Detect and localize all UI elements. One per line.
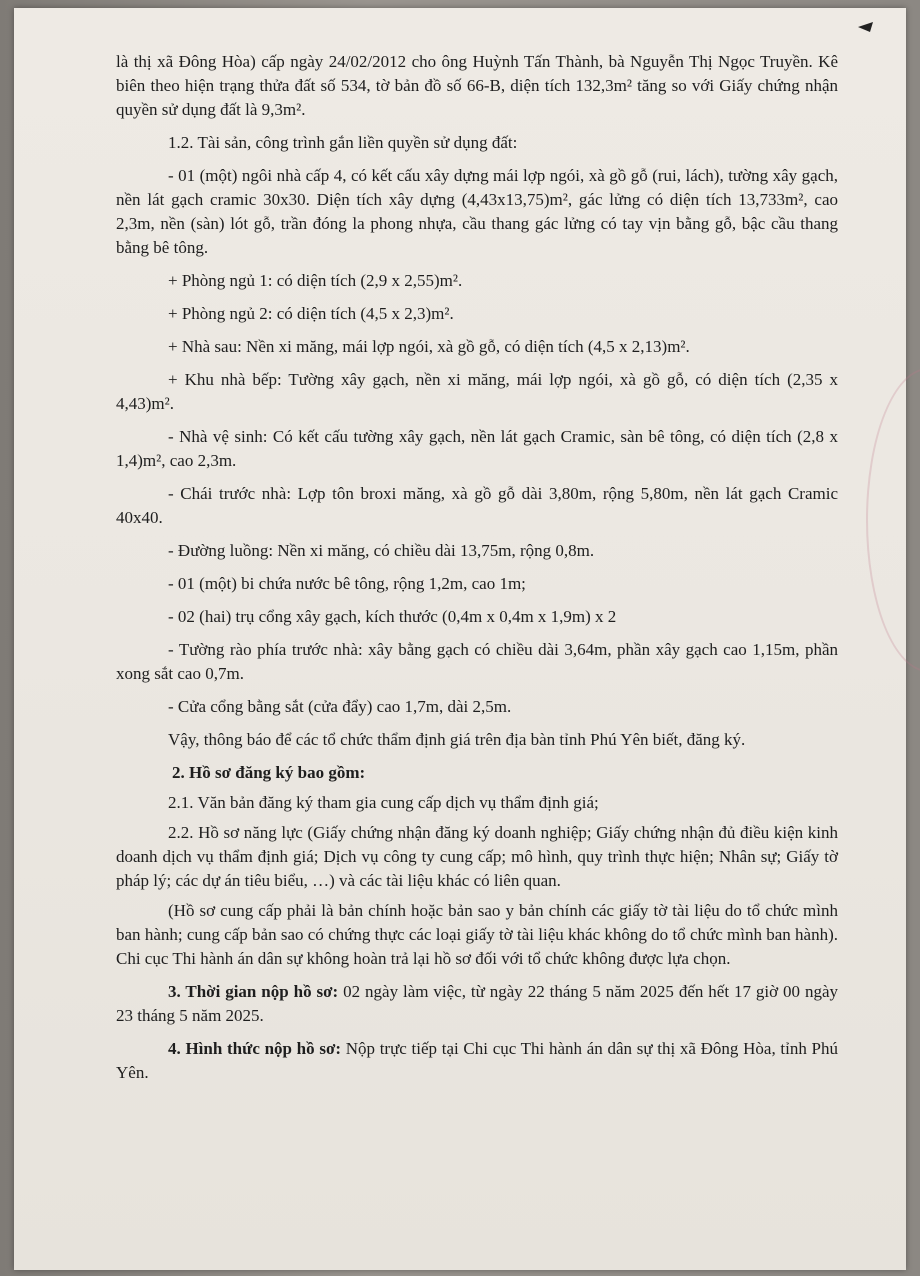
paragraph-back-house: + Nhà sau: Nền xi măng, mái lợp ngói, xà gồ gỗ, có diện tích (4,5 x 2,13)m². (168, 337, 690, 356)
paragraph-front-porch: - Chái trước nhà: Lợp tôn broxi măng, xà gồ gỗ dài 3,80m, rộng 5,80m, nền lát gạch Cramic 40x40. (116, 484, 838, 527)
paragraph-kitchen: + Khu nhà bếp: Tường xây gạch, nền xi măng, mái lợp ngói, xà gồ gỗ, có diện tích (2,35 x 4,43)m². (116, 370, 838, 413)
paragraph-water-tank: - 01 (một) bi chứa nước bê tông, rộng 1,2m, cao 1m; (168, 574, 526, 593)
paragraph-gate-pillars: - 02 (hai) trụ cổng xây gạch, kích thước (0,4m x 0,4m x 1,9m) x 2 (168, 607, 617, 626)
pen-mark-icon (857, 20, 875, 34)
section-3-text: 02 ngày làm việc, từ ngày 22 tháng 5 năm 2025 đến hết 17 giờ 00 ngày 23 tháng 5 năm 2025. (116, 982, 838, 1025)
section-3-label: 3. Thời gian nộp hồ sơ: (168, 982, 339, 1001)
section-3 (116, 980, 838, 1028)
section-2-heading: 2. Hồ sơ đăng ký bao gồm: (172, 763, 366, 782)
paragraph-house: - 01 (một) ngôi nhà cấp 4, có kết cấu xây dựng mái lợp ngói, xà gồ gỗ (rui, lách), tường xây gạch, nền lát gạch cramic 30x30. Diện tích xây dựng (4,43x13,75)m², gác lửng có diện tích 13,733m², cao 2,3m, nền (sàn) lót gỗ, trần đóng la phong nhựa, cầu thang gác lửng có tay vịn bằng gỗ, bậc cầu thang bằng bê tông. (116, 166, 838, 257)
section-4-text: Nộp trực tiếp tại Chi cục Thi hành án dân sự thị xã Đông Hòa, tỉnh Phú Yên. (116, 1039, 838, 1082)
paragraph-land-info: là thị xã Đông Hòa) cấp ngày 24/02/2012 cho ông Huỳnh Tấn Thành, bà Nguyễn Thị Ngọc Truyền. Kê biên theo hiện trạng thửa đất số 534, tờ bản đồ số 66-B, diện tích 132,3m² tăng so với Giấy chứng nhận quyền sử dụng đất là 9,3m². (116, 52, 838, 119)
paragraph-notice: Vậy, thông báo để các tổ chức thẩm định giá trên địa bàn tỉnh Phú Yên biết, đăng ký. (168, 730, 746, 749)
paragraph-iron-gate: - Cửa cổng bằng sắt (cửa đẩy) cao 1,7m, dài 2,5m. (168, 697, 512, 716)
paragraph-assets-heading: 1.2. Tài sản, công trình gắn liền quyền sử dụng đất: (168, 133, 518, 152)
paragraph-walkway: - Đường luồng: Nền xi măng, có chiều dài 13,75m, rộng 0,8m. (168, 541, 595, 560)
section-2-note: (Hồ sơ cung cấp phải là bản chính hoặc bản sao y bản chính các giấy tờ tài liệu do tổ chức mình ban hành; cung cấp bản sao có chứng thực các loại giấy tờ tài liệu khác không do tổ chức mình ban hành). Chi cục Thi hành án dân sự không hoàn trả lại hồ sơ đối với tổ chức không được lựa chọn. (116, 901, 838, 968)
section-4-label: 4. Hình thức nộp hồ sơ: (168, 1039, 342, 1058)
paragraph-bedroom-2: + Phòng ngủ 2: có diện tích (4,5 x 2,3)m². (168, 304, 454, 323)
paragraph-toilet: - Nhà vệ sinh: Có kết cấu tường xây gạch, nền lát gạch Cramic, sàn bê tông, có diện tích (2,8 x 1,4)m², cao 2,3m. (116, 427, 838, 470)
paragraph-bedroom-1: + Phòng ngủ 1: có diện tích (2,9 x 2,55)m². (168, 271, 463, 290)
paragraph-front-fence: - Tường rào phía trước nhà: xây bằng gạch có chiều dài 3,64m, phần xây gạch cao 1,15m, phần xong sắt cao 0,7m. (116, 640, 838, 683)
document-body (116, 50, 838, 1085)
section-2-item-2: 2.2. Hồ sơ năng lực (Giấy chứng nhận đăng ký doanh nghiệp; Giấy chứng nhận đủ điều kiện kinh doanh dịch vụ thẩm định giá; Dịch vụ công ty cung cấp; mô hình, quy trình thực hiện; Nhân sự; Giấy tờ pháp lý; các dự án tiêu biểu, …) và các tài liệu khác có liên quan. (116, 823, 838, 890)
section-4 (116, 1037, 838, 1085)
section-2-item-1: 2.1. Văn bản đăng ký tham gia cung cấp dịch vụ thẩm định giá; (168, 793, 599, 812)
stamp-edge (866, 368, 920, 672)
